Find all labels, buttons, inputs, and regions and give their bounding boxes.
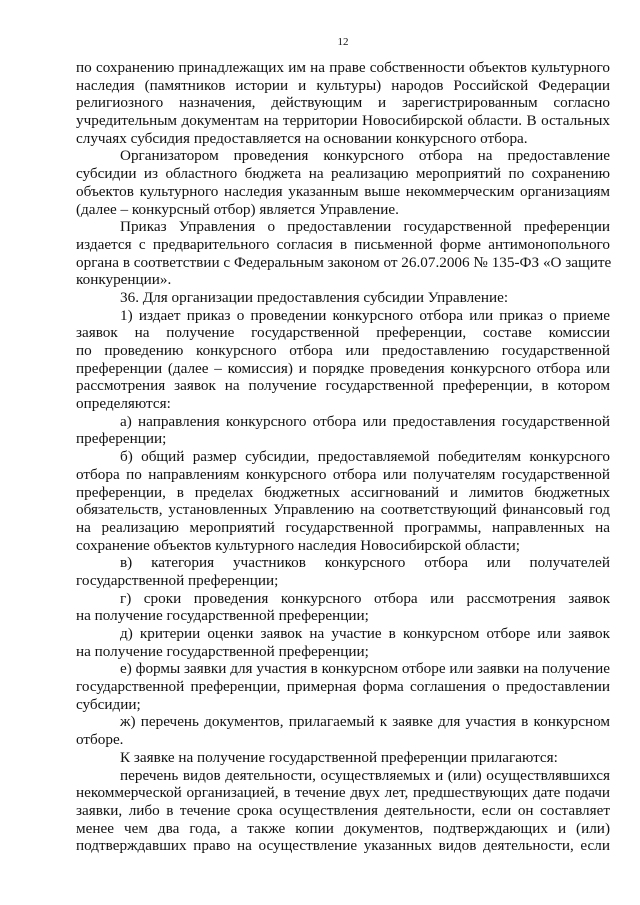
text-line: издается с предварительного согласия в письменной форме антимонопольного — [76, 235, 610, 253]
text-line: а) направления конкурсного отбора или предоставления государственной — [120, 412, 610, 430]
text-line: отборе. — [76, 731, 124, 749]
text-line: по проведению конкурсного отбора или предоставлению государственной — [76, 342, 610, 359]
text-line: е) формы заявки для участия в конкурсном отборе или заявки на получение — [120, 660, 610, 678]
text-line: ж) перечень документов, прилагаемый к заявке для участия в конкурсном — [120, 713, 610, 731]
text-line: на реализацию мероприятий государственной программы, направленных на — [76, 518, 610, 536]
text-line: государственной преференции; — [76, 571, 279, 589]
text-line: обязательств, установленных Управлению на соответствующий финансовый год — [76, 501, 610, 519]
text-line: конкуренции». — [76, 271, 172, 289]
text-line: 36. Для организации предоставления субсидии Управление: — [120, 288, 509, 306]
text-line: заявки, либо в течение срока осуществления деятельности, если он составляет — [76, 801, 610, 819]
text-line: случаях субсидия предоставляется на основании конкурсного отбора. — [76, 129, 528, 147]
text-line: д) критерии оценки заявок на участие в конкурсном отборе или заявок — [120, 625, 610, 642]
text-line: сохранение объектов культурного наследия Новосибирской области; — [76, 536, 521, 554]
text-line: (далее – конкурсный отбор) является Управление. — [76, 200, 399, 218]
text-line: г) сроки проведения конкурсного отбора или рассмотрения заявок — [120, 589, 610, 607]
text-line: заявок на получение государственной преференции, составе комиссии — [76, 324, 610, 342]
text-line: на получение государственной преференции; — [76, 642, 369, 660]
text-line: в) категория участников конкурсного отбора или получателей — [120, 554, 610, 572]
text-line: б) общий размер субсидии, предоставляемой победителям конкурсного — [120, 448, 610, 466]
text-line: по сохранению принадлежащих им на праве собственности объектов культурного — [76, 59, 610, 76]
text-line: субсидии; — [76, 695, 141, 713]
text-line: Организатором проведения конкурсного отбора на предоставление — [120, 147, 610, 165]
text-line: государственной преференции, примерная форма соглашения о предоставлении — [76, 678, 610, 696]
text-line: рассмотрения заявок на получение государственной преференции, в котором — [76, 377, 610, 395]
text-line: некоммерческой организацией, в течение двух лет, предшествующих дате подачи — [76, 784, 610, 802]
text-line: преференции, в пределах бюджетных ассигнований и лимитов бюджетных — [76, 483, 610, 501]
text-line: преференции; — [76, 430, 167, 448]
text-line: отбора по направлениям конкурсного отбора или получателям государственной — [76, 465, 610, 483]
text-line: Приказ Управления о предоставлении государственной преференции — [120, 218, 610, 236]
text-line: наследия (памятников истории и культуры) народов Российской Федерации — [76, 76, 610, 94]
text-line: подтверждавших право на осуществление указанных видов деятельности, если — [76, 837, 610, 855]
text-line: на получение государственной преференции; — [76, 607, 369, 625]
text-line: объектов культурного наследия указанным выше некоммерческим организациям — [76, 182, 610, 200]
text-line: религиозного назначения, действующим и зарегистрированным согласно — [76, 94, 610, 112]
document-body — [76, 59, 610, 855]
text-line: субсидии из областного бюджета на реализацию мероприятий по сохранению — [76, 165, 610, 183]
page-number: 12 — [337, 36, 349, 48]
text-line: преференции (далее – комиссия) и порядке проведения конкурсного отбора или — [76, 359, 610, 377]
text-line: К заявке на получение государственной преференции прилагаются: — [120, 748, 558, 766]
text-line: органа в соответствии с Федеральным законом от 26.07.2006 № 135-ФЗ «О защите — [76, 253, 612, 271]
text-line: 1) издает приказ о проведении конкурсного отбора или приказ о приеме — [120, 306, 610, 324]
text-line: перечень видов деятельности, осуществляемых и (или) осуществлявшихся — [120, 766, 610, 784]
text-line: учредительным документам на территории Новосибирской области. В остальных — [76, 112, 610, 130]
text-line: менее чем два года, а также копии документов, подтверждающих и (или) — [76, 819, 610, 837]
text-line: определяются: — [76, 395, 171, 413]
